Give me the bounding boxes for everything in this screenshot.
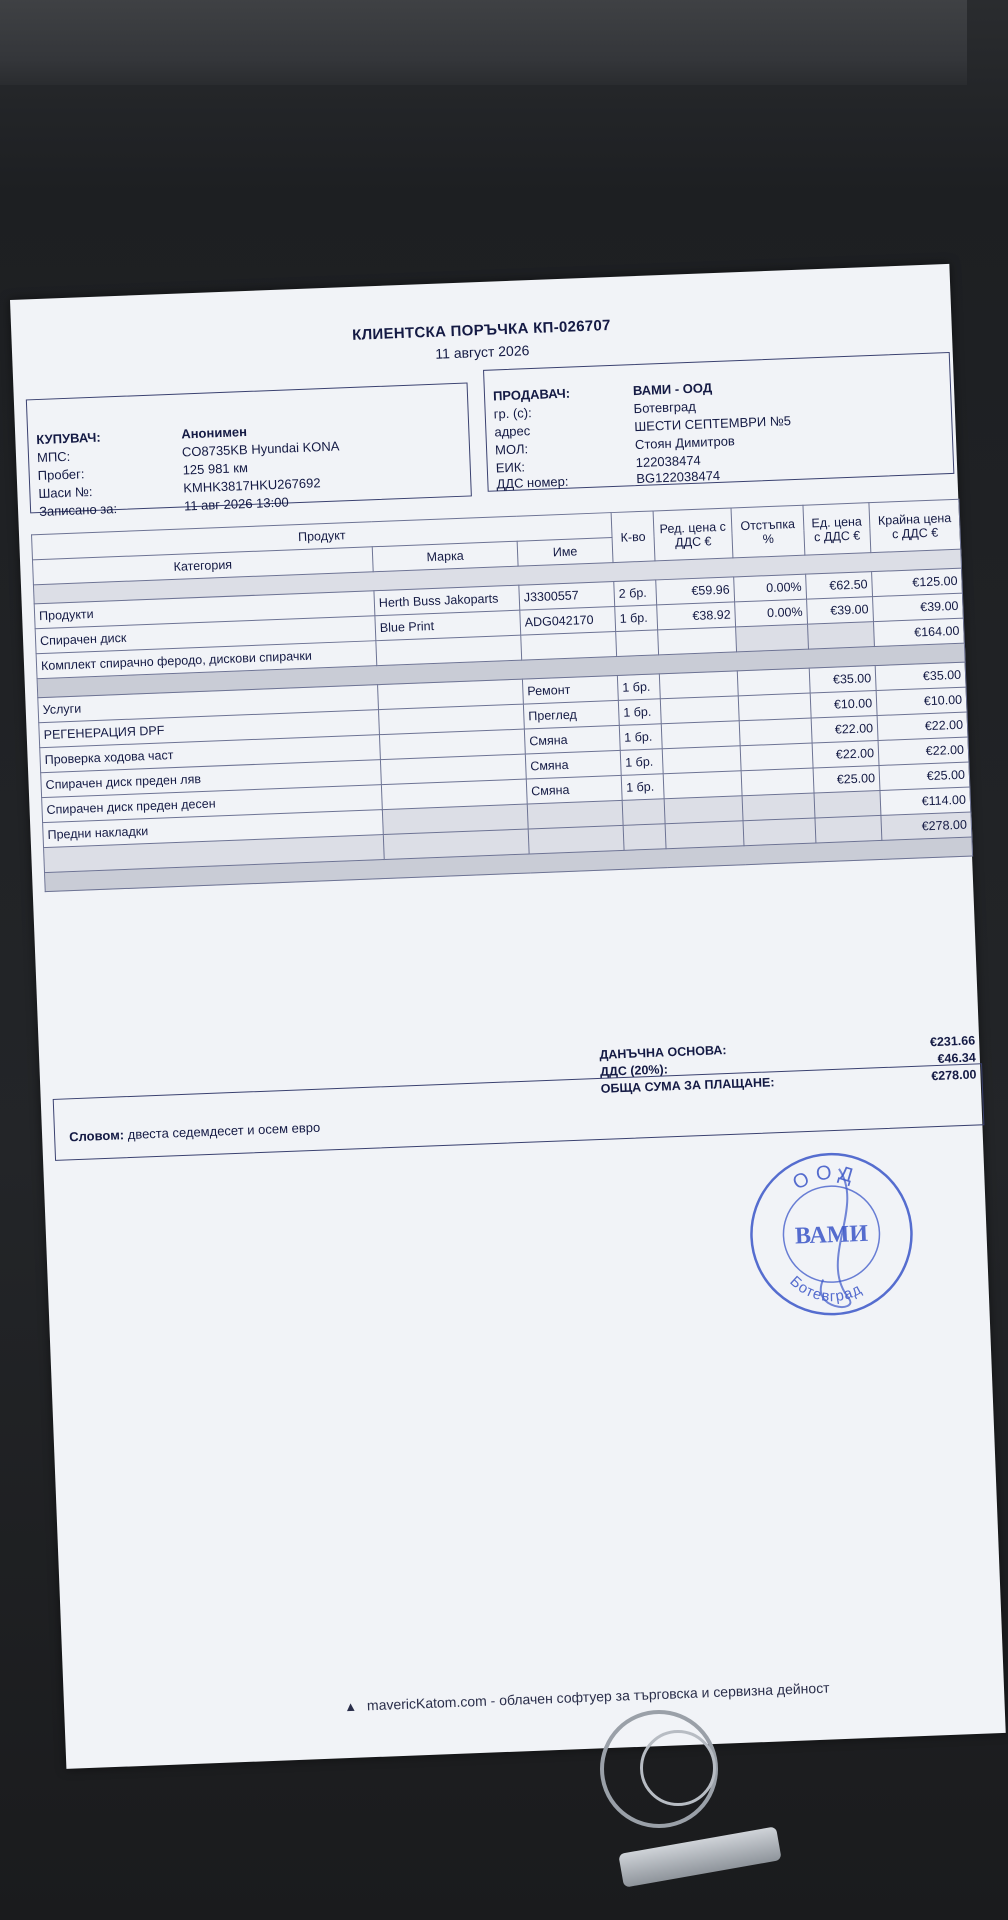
service-category: РЕГЕНЕРАЦИЯ DPF: [39, 710, 380, 748]
vehicle-value: CO8735KB Hyundai KONA: [181, 438, 340, 460]
manager-label: МОЛ:: [494, 441, 529, 458]
product-category: Комплект спирачно феродо, дискови спирачки: [36, 641, 377, 679]
vin-value: KMHK3817HKU267692: [183, 475, 321, 496]
header-qty: К-во: [611, 511, 655, 563]
service-name: Ремонт: [522, 675, 618, 704]
service-qty: 1 бр.: [617, 674, 660, 701]
buyer-value: Анонимен: [180, 424, 248, 442]
logo-icon: ▲: [343, 1698, 358, 1715]
tax-base-label: ДАНЪЧНА ОСНОВА:: [599, 1043, 727, 1062]
product-name: ADG042170: [520, 607, 616, 636]
seller-value: ВАМИ - ООД: [632, 380, 713, 399]
grand-total: €278.00: [881, 812, 972, 840]
vehicle-label: МПС:: [36, 448, 71, 466]
vat-value: €46.34: [937, 1050, 977, 1066]
seller-row: [494, 408, 934, 440]
vat-number-value: BG122038474: [636, 467, 721, 487]
document-title: КЛИЕНТСКА ПОРЪЧКА КП-026707: [351, 316, 612, 344]
product-price: €59.96: [656, 577, 735, 605]
service-category: Предни накладки: [43, 810, 384, 848]
service-unit-price: €10.00: [810, 691, 877, 719]
service-final-price: €10.00: [876, 687, 967, 715]
stamp-center-text: ВАМИ: [794, 1220, 869, 1250]
address-value: ШЕСТИ СЕПТЕМВРИ №5: [634, 413, 792, 435]
mileage-value: 125 981 км: [182, 459, 249, 478]
city-value: Ботевград: [633, 398, 697, 417]
words-value: двеста седемдесет и осем евро: [127, 1119, 321, 1143]
service-unit-price: €35.00: [809, 666, 876, 694]
words-label: Словом:: [68, 1127, 125, 1145]
service-name: Смяна: [524, 725, 620, 754]
product-qty: 2 бр.: [614, 580, 657, 607]
seller-box: [483, 352, 954, 492]
product-category: Спирачен диск: [35, 616, 376, 654]
vat-label: ДДС (20%):: [599, 1062, 669, 1079]
section-label-services: Услуги: [38, 685, 379, 723]
seller-row: [492, 372, 933, 404]
product-name: J3300557: [519, 582, 615, 611]
product-discount: 0.00%: [734, 574, 807, 602]
service-category: Проверка ходова част: [40, 735, 381, 773]
amount-in-words-box: [53, 1063, 985, 1161]
scheduled-value: 11 авг 2026 13:00: [183, 494, 289, 514]
product-final-price: €125.00: [872, 568, 963, 596]
total-due-label: ОБЩА СУМА ЗА ПЛАЩАНЕ:: [600, 1075, 775, 1096]
company-stamp: [743, 1146, 919, 1322]
product-unit-price: €39.00: [807, 597, 874, 625]
header-price: Ред. цена с ДДС €: [653, 508, 733, 561]
footer: [344, 1680, 830, 1715]
service-final-price: €22.00: [877, 712, 968, 740]
stamp-bottom-text: Ботевград: [786, 1272, 865, 1306]
document-date: 11 август 2026: [435, 342, 530, 362]
service-unit-price: €25.00: [813, 765, 880, 793]
product-qty: 1 бр.: [615, 605, 658, 632]
seller-row: [496, 460, 936, 492]
vin-label: Шаси №:: [38, 483, 93, 502]
service-name: Смяна: [526, 775, 622, 804]
mileage-label: Пробег:: [37, 466, 85, 484]
header-unit-price: Ед. цена с ДДС €: [803, 503, 871, 555]
car-dashboard-top: [0, 0, 967, 85]
header-product: Продукт: [32, 513, 613, 560]
product-price: €38.92: [657, 602, 736, 630]
order-document: [10, 264, 1006, 1769]
buyer-box: [26, 382, 472, 520]
eik-label: ЕИК:: [495, 459, 526, 476]
city-label: гр. (с):: [493, 405, 532, 422]
stamp-top-text: ООД: [789, 1161, 862, 1195]
seller-label: ПРОДАВАЧ:: [492, 385, 571, 404]
service-final-price: €25.00: [879, 762, 970, 790]
service-category: Спирачен диск преден ляв: [41, 760, 382, 798]
vat-number-label: ДДС номер:: [496, 473, 569, 492]
footer-text: mavericKatom.com - облачен софтуер за търговска и сервизна дейност: [366, 1679, 830, 1714]
service-final-price: €22.00: [878, 737, 969, 765]
header-final-price: Крайна цена с ДДС €: [869, 499, 961, 552]
buyer-row: [36, 416, 456, 448]
product-discount: 0.00%: [735, 599, 808, 627]
service-name: Преглед: [523, 700, 619, 729]
header-brand: Марка: [372, 541, 518, 572]
amount-in-words: [69, 1120, 321, 1145]
section-label-products: Продукти: [34, 591, 375, 629]
service-category: Спирачен диск преден десен: [42, 785, 383, 823]
manager-value: Стоян Димитров: [634, 433, 736, 453]
car-key-icon: [618, 1826, 781, 1887]
service-unit-price: €22.00: [811, 716, 878, 744]
product-brand: Blue Print: [375, 610, 521, 641]
header-name: Име: [517, 538, 613, 567]
address-label: адрес: [494, 423, 531, 440]
header-discount: Отстъпка %: [731, 505, 805, 558]
service-final-price: €35.00: [875, 662, 966, 690]
service-qty: 1 бр.: [620, 749, 663, 776]
items-table: [31, 499, 973, 892]
service-unit-price: €22.00: [812, 741, 879, 769]
total-due-value: €278.00: [931, 1067, 977, 1084]
service-qty: 1 бр.: [621, 774, 664, 801]
services-subtotal: €114.00: [880, 787, 971, 815]
service-qty: 1 бр.: [619, 724, 662, 751]
service-name: Смяна: [525, 750, 621, 779]
product-brand: Herth Buss Jakoparts: [374, 585, 520, 616]
product-unit-price: €62.50: [806, 572, 873, 600]
keyring-icon: [640, 1730, 716, 1806]
tax-base-value: €231.66: [929, 1033, 976, 1050]
eik-value: 122038474: [635, 452, 702, 471]
header-category: Категория: [32, 547, 373, 585]
product-final-price: €39.00: [873, 593, 964, 621]
service-qty: 1 бр.: [618, 699, 661, 726]
buyer-label: КУПУВАЧ:: [36, 429, 102, 448]
scheduled-label: Записано за:: [38, 501, 118, 520]
products-subtotal: €164.00: [873, 618, 964, 646]
